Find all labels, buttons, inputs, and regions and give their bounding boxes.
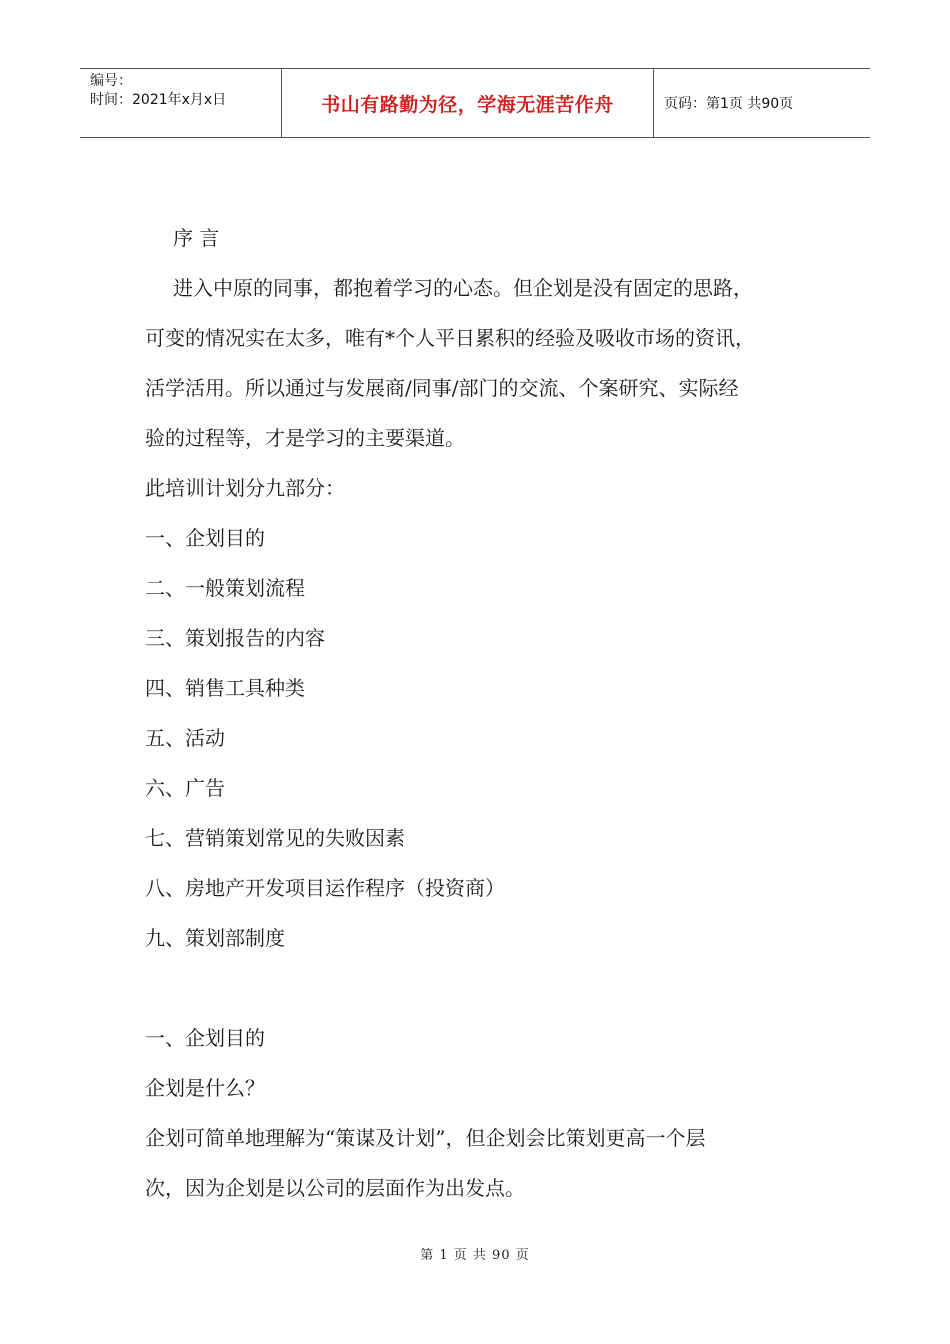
toc-item: 一、企划目的 [145,526,265,550]
preface-line-2: 可变的情况实在太多，唯有*个人平日累积的经验及吸收市场的资讯， [145,326,755,350]
section-1-question: 企划是什么？ [145,1076,265,1100]
section-1-title: 一、企划目的 [145,1026,265,1050]
plan-intro: 此培训计划分九部分： [145,476,345,500]
toc-item: 八、房地产开发项目运作程序（投资商） [145,876,505,900]
page-footer: 第 1 页 共 90 页 [420,1248,530,1263]
toc-item: 三、策划报告的内容 [145,626,325,650]
toc-item: 二、一般策划流程 [145,576,305,600]
preface-line-4: 验的过程等，才是学习的主要渠道。 [145,426,465,450]
preface-title: 序 言 [173,226,220,250]
toc-item: 五、活动 [145,726,225,750]
header-page-info: 页码：第1页 共90页 [664,96,794,112]
page-header [80,68,870,138]
header-meta [80,69,282,137]
preface-line-3: 活学活用。所以通过与发展商/同事/部门的交流、个案研究、实际经 [145,376,739,400]
toc-item: 九、策划部制度 [145,926,285,950]
document-time-label: 时间：2021年x月x日 [90,92,227,108]
toc-item: 六、广告 [145,776,225,800]
section-spacer [145,963,835,1013]
header-motto: 书山有路勤为径，学海无涯苦作舟 [282,69,654,137]
document-number-label: 编号： [90,73,132,89]
section-1-line-1: 企划可简单地理解为“策谋及计划”，但企划会比策划更高一个层 [145,1126,706,1150]
preface-line-1: 进入中原的同事，都抱着学习的心态。但企划是没有固定的思路， [173,276,753,300]
document-body [145,213,835,1213]
toc-item: 七、营销策划常见的失败因素 [145,826,405,850]
section-1-line-2: 次，因为企划是以公司的层面作为出发点。 [145,1176,525,1200]
toc-item: 四、销售工具种类 [145,676,305,700]
